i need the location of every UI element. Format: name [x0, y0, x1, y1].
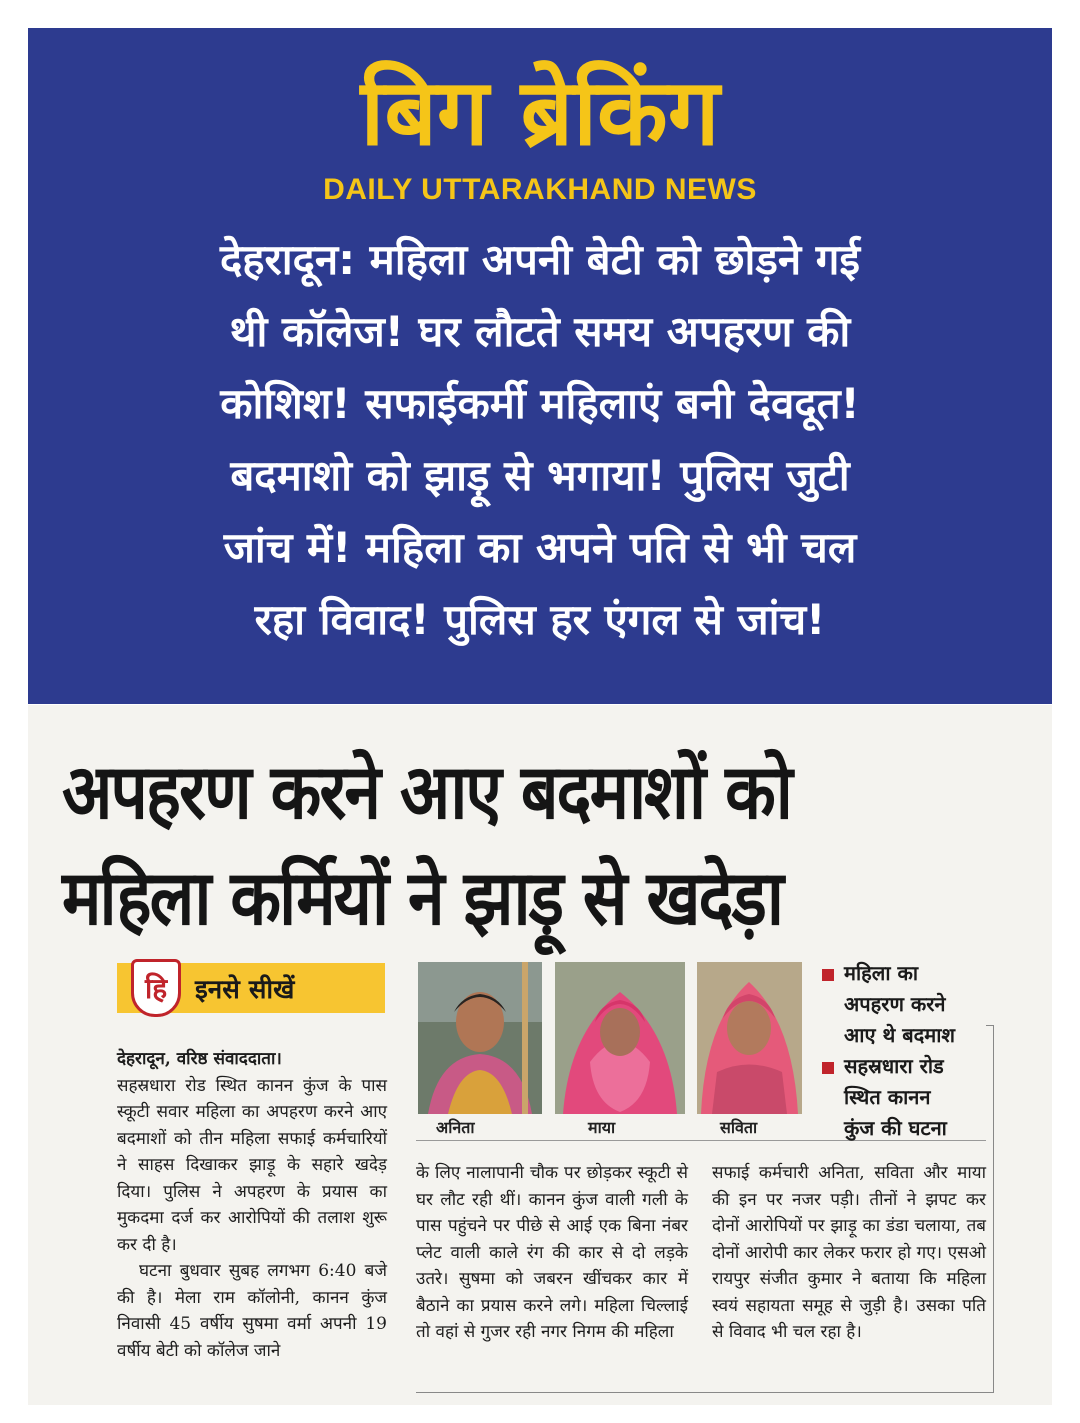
headline-line: कोशिश! सफाईकर्मी महिलाएं बनी देवदूत!: [220, 379, 860, 428]
brand-name: DAILY UTTARAKHAND NEWS: [323, 173, 757, 206]
headline-line: रहा विवाद! पुलिस हर एंगल से जांच!: [254, 595, 826, 644]
photo-caption: माया: [588, 1118, 616, 1137]
frame-line: [993, 1025, 994, 1393]
headline-line: देहरादून: महिला अपनी बेटी को छोड़ने गई: [219, 235, 861, 284]
bullet-icon: [822, 1062, 834, 1074]
photo-savita: [697, 962, 802, 1114]
photo-caption: अनिता: [436, 1118, 475, 1137]
learn-tag-label: इनसे सीखें: [195, 975, 295, 1005]
paragraph: सहस्रधारा रोड स्थित कानन कुंज के पास स्कूटी सवार महिला का अपहरण करने आए बदमाशों को तीन महिला सफाई कर्मचारियों ने साहस दिखाकर झाड़ू के सहारे खदेड़ दिया। पुलिस ने अपहरण के प्रयास का मुकदमा दर्ज कर आरोपियों की तलाश शुरू कर दी है।: [117, 1075, 387, 1255]
highlight-line: अपहरण करने: [844, 992, 946, 1016]
highlight-line: कुंज की घटना: [844, 1116, 947, 1140]
headline-line: जांच में! महिला का अपने पति से भी चल: [223, 523, 857, 572]
frame-line: [416, 1392, 994, 1393]
highlight-line: महिला का: [844, 961, 919, 985]
highlights-box: [822, 958, 992, 1144]
photo-maya: [555, 962, 685, 1114]
breaking-banner: [28, 28, 1052, 704]
highlight-line: सहस्रधारा रोड: [844, 1054, 944, 1078]
highlight-line: स्थित कानन: [844, 1085, 931, 1109]
article-title: [62, 740, 1022, 952]
photo-caption: सविता: [720, 1118, 758, 1137]
highlight-line: आए थे बदमाश: [844, 1023, 955, 1047]
bullet-icon: [822, 969, 834, 981]
learn-tag: [117, 963, 385, 1013]
paragraph: घटना बुधवार सुबह लगभग 6:40 बजे की है। मेला राम कॉलोनी, कानन कुंज निवासी 45 वर्षीय सुषमा वर्मा अपनी 19 वर्षीय बेटी को कॉलेज जाने: [117, 1261, 387, 1361]
article-column-3: सफाई कर्मचारी अनिता, सविता और माया की इन पर नजर पड़ी। तीनों ने झपट कर दोनों आरोपियों पर झाड़ू का डंडा चलाया, तब दोनों आरोपी कार लेकर फरार हो गए। एसओ रायपुर संजीत कुमार ने बताया कि महिला स्वयं सहायता समूह से जुड़ी है। उसका पति से विवाद भी चल रहा है।: [712, 1163, 986, 1342]
hindustan-logo-icon: हि: [131, 959, 181, 1017]
banner-title: बिग ब्रेकिंग: [360, 59, 720, 166]
article-title-line: अपहरण करने आए बदमाशों को: [62, 748, 791, 837]
photo-anita: [418, 962, 542, 1114]
dateline: देहरादून, वरिष्ठ संवाददाता।: [117, 1049, 282, 1069]
banner-headline: [58, 224, 1022, 656]
headline-line: थी कॉलेज! घर लौटते समय अपहरण की: [229, 307, 851, 356]
article-column-1: [117, 1046, 387, 1364]
article-column-2: के लिए नालापानी चौक पर छोड़कर स्कूटी से घर लौट रही थीं। कानन कुंज वाली गली के पास पहुंचने पर पीछे से आई एक बिना नंबर प्लेट वाली काले रंग की कार से दो लड़के उतरे। सुषमा को जबरन खींचकर कार में बैठाने का प्रयास करने लगे। महिला चिल्लाई तो वहां से गुजर रही नगर निगम की महिला: [416, 1163, 688, 1342]
headline-line: बदमाशो को झाड़ू से भगाया! पुलिस जुटी: [230, 451, 850, 500]
article-title-line: महिला कर्मियों ने झाड़ू से खदेड़ा: [62, 853, 782, 943]
